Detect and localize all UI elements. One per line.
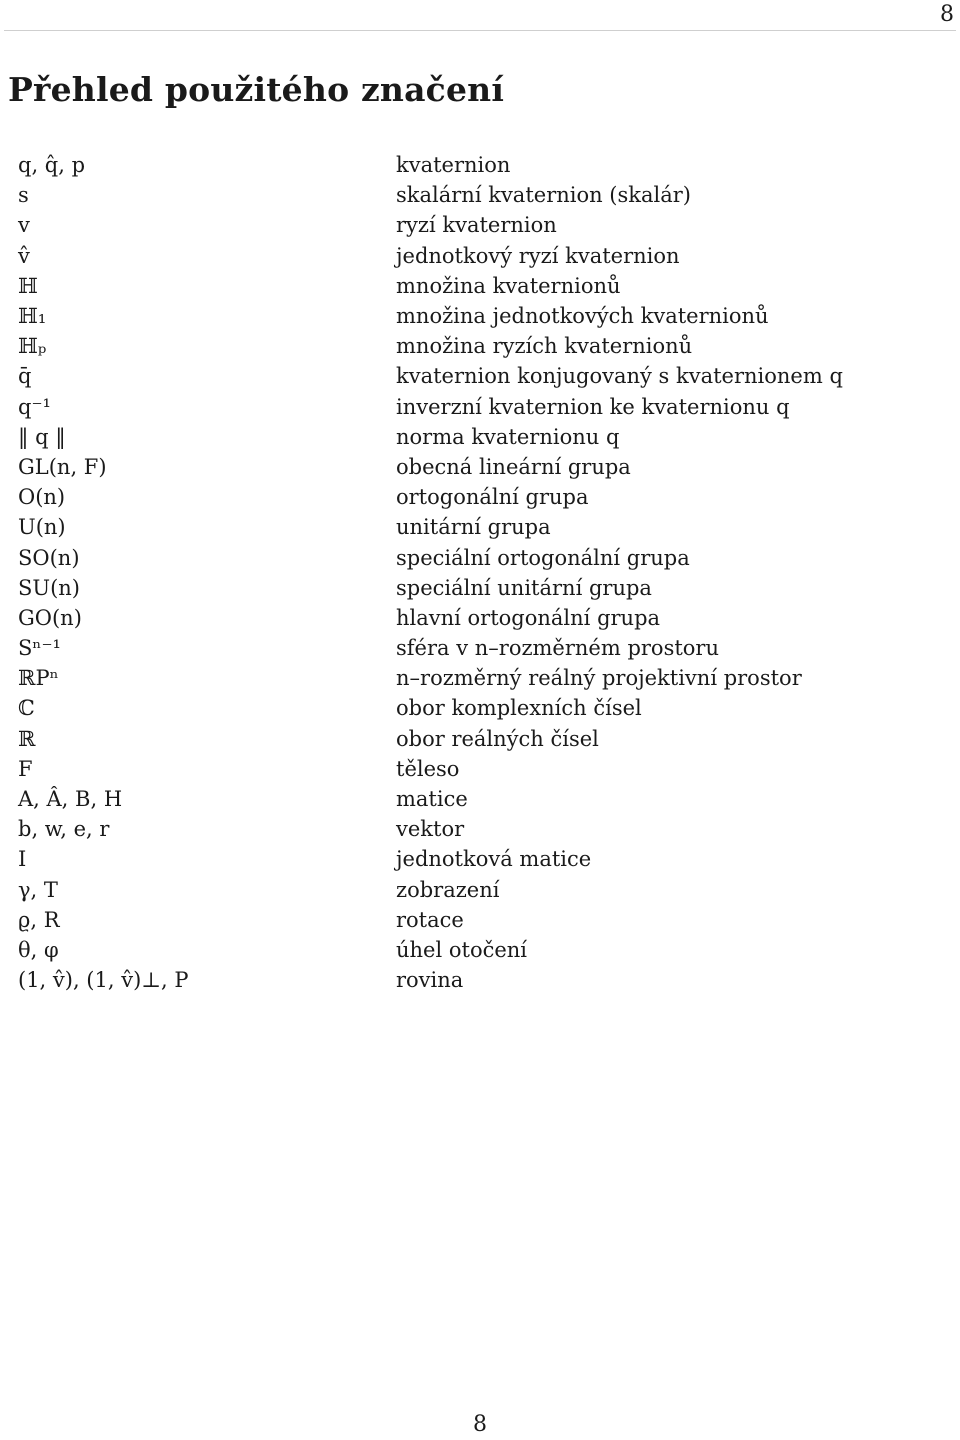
notation-symbol: q, q̂, p xyxy=(18,153,86,178)
notation-row xyxy=(18,603,938,633)
notation-row xyxy=(18,693,938,723)
notation-symbol: SO(n) xyxy=(18,545,80,570)
notation-description: rotace xyxy=(396,907,464,932)
notation-symbol: (1, v̂), (1, v̂)⊥, P xyxy=(18,968,189,993)
notation-symbol: ℍ₁ xyxy=(18,304,47,329)
notation-symbol: O(n) xyxy=(18,485,66,510)
notation-row xyxy=(18,422,938,452)
notation-row xyxy=(18,301,938,331)
notation-description: těleso xyxy=(396,756,460,781)
notation-description: množina kvaternionů xyxy=(396,273,621,298)
notation-description: jednotkový ryzí kvaternion xyxy=(396,243,680,268)
notation-symbol: U(n) xyxy=(18,515,66,540)
notation-row xyxy=(18,784,938,814)
notation-row xyxy=(18,905,938,935)
notation-row xyxy=(18,331,938,361)
notation-description: ortogonální grupa xyxy=(396,485,589,510)
notation-row xyxy=(18,210,938,240)
notation-row xyxy=(18,844,938,874)
notation-row xyxy=(18,512,938,542)
notation-symbol: ℝPⁿ xyxy=(18,666,59,691)
notation-description: kvaternion xyxy=(396,153,511,178)
notation-row xyxy=(18,724,938,754)
notation-symbol: s xyxy=(18,183,29,208)
notation-symbol: γ, T xyxy=(18,877,58,902)
notation-description: matice xyxy=(396,787,468,812)
notation-row xyxy=(18,663,938,693)
notation-description: kvaternion konjugovaný s kvaternionem q xyxy=(396,364,843,389)
notation-symbol: GL(n, F) xyxy=(18,454,107,479)
notation-description: jednotková matice xyxy=(396,847,592,872)
notation-symbol: q̄ xyxy=(18,364,32,389)
notation-description: skalární kvaternion (skalár) xyxy=(396,183,691,208)
notation-description: speciální ortogonální grupa xyxy=(396,545,690,570)
notation-row xyxy=(18,633,938,663)
notation-description: unitární grupa xyxy=(396,515,551,540)
notation-row xyxy=(18,361,938,391)
notation-description: obecná lineární grupa xyxy=(396,454,631,479)
notation-description: hlavní ortogonální grupa xyxy=(396,605,661,630)
notation-row xyxy=(18,573,938,603)
notation-row xyxy=(18,392,938,422)
notation-symbol: SU(n) xyxy=(18,575,80,600)
notation-symbol: ℍₚ xyxy=(18,334,47,359)
page-title: Přehled použitého značení xyxy=(8,70,505,109)
notation-row xyxy=(18,271,938,301)
notation-symbol: v xyxy=(18,213,30,238)
notation-symbol: F xyxy=(18,756,33,781)
notation-row xyxy=(18,150,938,180)
notation-symbol: b, w, e, r xyxy=(18,817,110,842)
notation-symbol: ℂ xyxy=(18,696,35,721)
notation-symbol: GO(n) xyxy=(18,605,82,630)
notation-description: úhel otočení xyxy=(396,937,528,962)
notation-description: vektor xyxy=(396,817,465,842)
notation-symbol: A, Â, B, H xyxy=(18,787,123,812)
notation-symbol: ‖ q ‖ xyxy=(18,424,66,449)
notation-row xyxy=(18,935,938,965)
notation-description: sféra v n–rozměrném prostoru xyxy=(396,636,719,661)
notation-description: množina jednotkových kvaternionů xyxy=(396,304,769,329)
notation-row xyxy=(18,482,938,512)
notation-description: inverzní kvaternion ke kvaternionu q xyxy=(396,394,790,419)
notation-symbol: ℍ xyxy=(18,273,38,298)
notation-row xyxy=(18,965,938,995)
notation-description: norma kvaternionu q xyxy=(396,424,620,449)
notation-description: ryzí kvaternion xyxy=(396,213,557,238)
notation-table xyxy=(18,150,938,995)
notation-description: zobrazení xyxy=(396,877,500,902)
notation-row xyxy=(18,241,938,271)
notation-description: speciální unitární grupa xyxy=(396,575,652,600)
notation-symbol: Sⁿ⁻¹ xyxy=(18,636,61,661)
notation-symbol: θ, φ xyxy=(18,937,59,962)
notation-description: obor reálných čísel xyxy=(396,726,599,751)
page-number-bottom: 8 xyxy=(473,1412,487,1437)
notation-symbol: I xyxy=(18,847,27,872)
page-number-top: 8 xyxy=(940,2,954,27)
notation-row xyxy=(18,814,938,844)
notation-symbol: q⁻¹ xyxy=(18,394,51,419)
notation-description: obor komplexních čísel xyxy=(396,696,642,721)
notation-description: množina ryzích kvaternionů xyxy=(396,334,693,359)
notation-symbol: v̂ xyxy=(18,243,30,268)
notation-symbol: ϱ, R xyxy=(18,907,60,932)
notation-row xyxy=(18,754,938,784)
notation-description: n–rozměrný reálný projektivní prostor xyxy=(396,666,802,691)
notation-row xyxy=(18,542,938,572)
notation-description: rovina xyxy=(396,968,464,993)
notation-row xyxy=(18,875,938,905)
notation-symbol: ℝ xyxy=(18,726,36,751)
notation-row xyxy=(18,180,938,210)
header-rule xyxy=(4,30,956,31)
notation-row xyxy=(18,452,938,482)
